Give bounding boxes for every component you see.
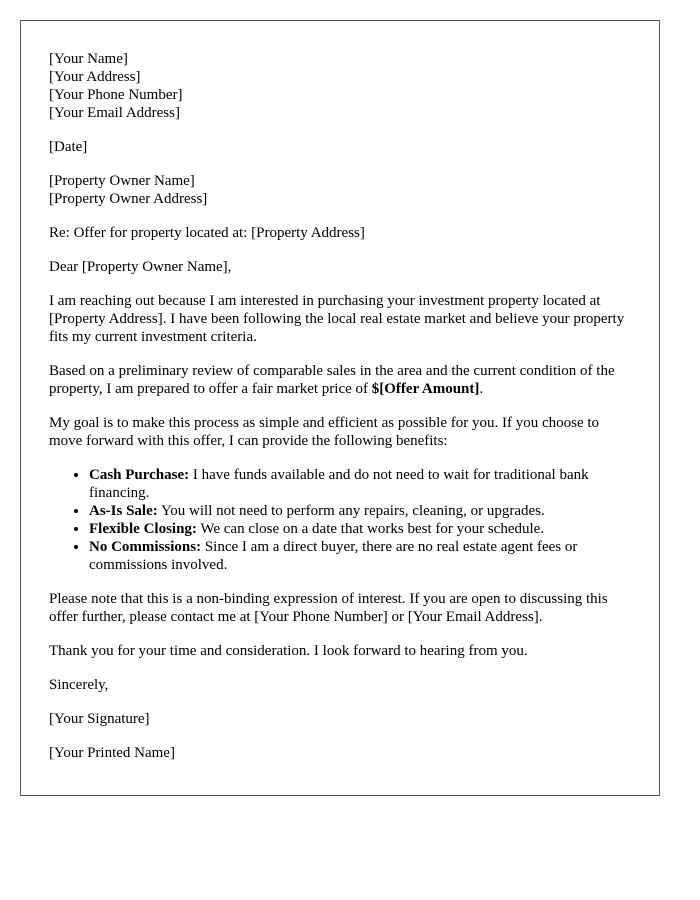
benefits-list xyxy=(49,466,631,574)
letter-date: [Date] xyxy=(49,139,88,155)
intro-paragraph: I am reaching out because I am interested in purchasing your investment property located at [Property Address]. I have been following the local real estate market and believe your property fits my current investment criteria. xyxy=(49,293,625,345)
benefit-text: You will not need to perform any repairs, cleaning, or upgrades. xyxy=(157,503,545,519)
offer-end: . xyxy=(479,381,484,397)
contact-paragraph: Please note that this is a non-binding expression of interest. If you are open to discussing this offer further, please contact me at [Your Phone Number] or [Your Email Address]. xyxy=(49,591,608,625)
recipient-name: [Property Owner Name] xyxy=(49,173,195,189)
benefit-title: Flexible Closing: xyxy=(89,521,197,537)
sender-name: [Your Name] xyxy=(49,51,128,67)
list-item xyxy=(89,520,631,538)
letter xyxy=(20,20,660,796)
benefit-text: I have funds available and do not need to wait for traditional bank financing. xyxy=(89,467,589,501)
list-item xyxy=(89,538,631,574)
benefit-title: No Commissions: xyxy=(89,539,202,555)
signature: [Your Signature] xyxy=(49,711,150,727)
printed-name: [Your Printed Name] xyxy=(49,745,175,761)
offer-amount: $[Offer Amount] xyxy=(371,381,480,397)
closing: Sincerely, xyxy=(49,677,109,693)
salutation: Dear [Property Owner Name], xyxy=(49,259,232,275)
recipient-block xyxy=(49,172,631,208)
list-item xyxy=(89,502,631,520)
offer-text: Based on a preliminary review of comparable sales in the area and the current condition of the property, I am prepared to offer a fair market price of xyxy=(49,363,615,397)
benefit-title: As-Is Sale: xyxy=(89,503,158,519)
thanks-paragraph: Thank you for your time and consideration. I look forward to hearing from you. xyxy=(49,643,528,659)
benefit-title: Cash Purchase: xyxy=(89,467,190,483)
subject-line: Re: Offer for property located at: [Property Address] xyxy=(49,225,365,241)
sender-email: [Your Email Address] xyxy=(49,105,180,121)
recipient-address: [Property Owner Address] xyxy=(49,191,208,207)
list-item xyxy=(89,466,631,502)
benefits-intro-paragraph: My goal is to make this process as simple and efficient as possible for you. If you choose to move forward with this offer, I can provide the following benefits: xyxy=(49,415,600,449)
benefit-text: We can close on a date that works best for your schedule. xyxy=(196,521,545,537)
sender-phone: [Your Phone Number] xyxy=(49,87,183,103)
benefit-text: Since I am a direct buyer, there are no real estate agent fees or commissions involved. xyxy=(89,539,578,573)
sender-block xyxy=(49,50,631,122)
offer-paragraph xyxy=(49,362,631,398)
sender-address: [Your Address] xyxy=(49,69,141,85)
